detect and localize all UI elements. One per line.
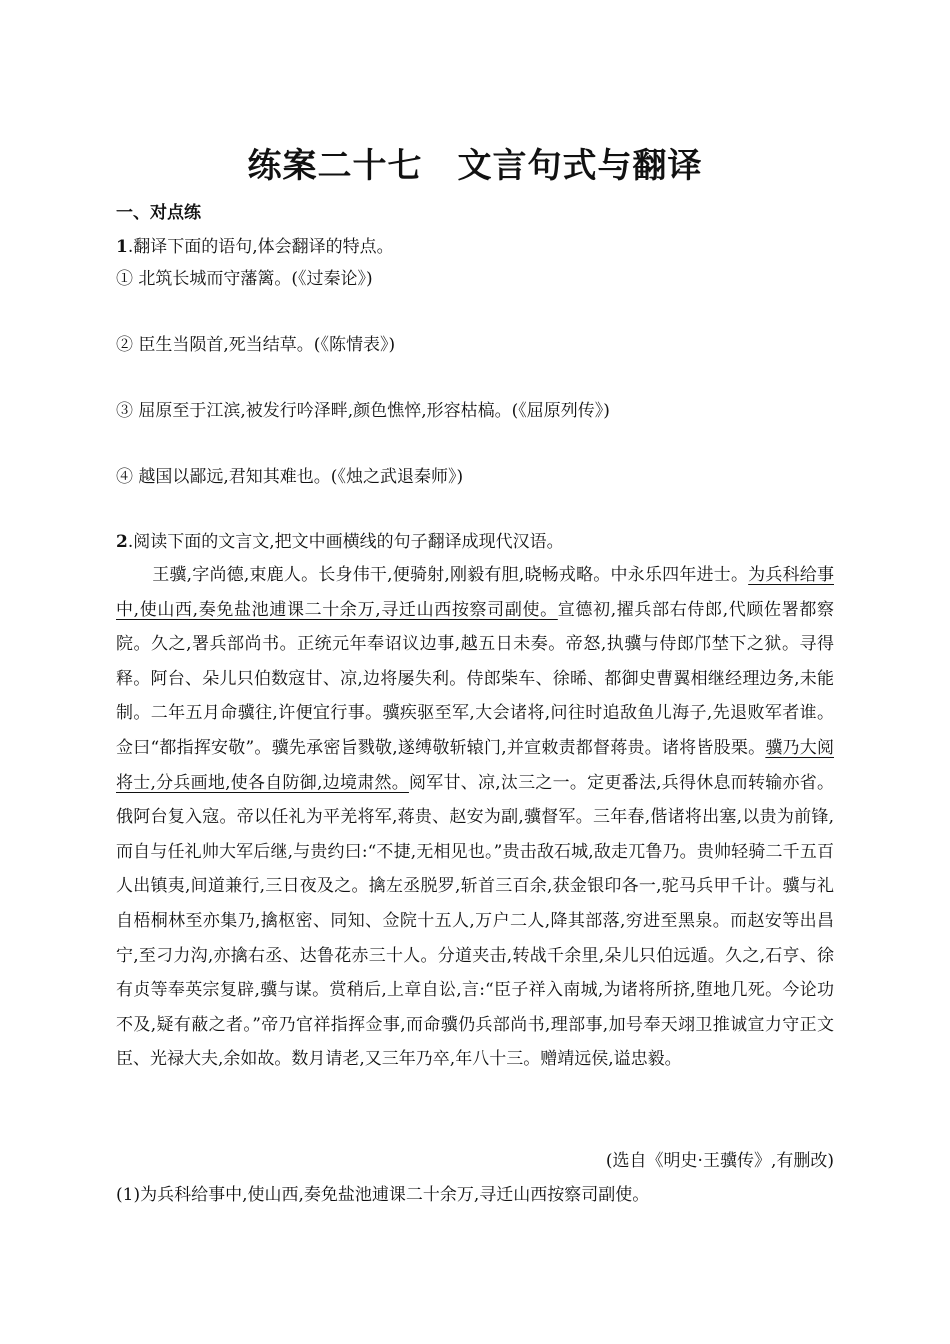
passage-text: 宣德初,擢兵部右侍郎,代顾佐署都察院。久之,署兵部尚书。正统元年奉诏议边事,越五日未奏。帝怒,执骥与侍郎邝埜下之狱。寻得释。阿台、朵儿只伯数寇甘、凉,边将屡失利。侍郎柴车、徐晞、都御史曹翼相继经理边务,未能制。二年五月命骥往,许便宜行事。骥疾驱至军,大会诸将,问往时追敌鱼儿海子,先退败军者谁。佥曰“都指挥安敬”。骥先承密旨戮敬,遂缚敬斩辕门,并宣敕责都督蒋贵。诸将皆股栗。 <box>116 599 834 758</box>
underlined-sentence-2: 骥乃大阅将士,分兵画地,使各自防御,边境肃然。 <box>116 737 834 793</box>
underlined-sentence-1: 为兵科给事中,使山西,奏免盐池逋课二十余万,寻迁山西按察司副使。 <box>116 565 834 620</box>
question-1-item-3: ③ 屈原至于江滨,被发行吟泽畔,颜色憔悴,形容枯槁。(《屈原列传》) <box>116 401 610 421</box>
passage-source: (选自《明史·王骥传》,有删改) <box>605 1151 834 1171</box>
page-title: 练案二十七 文言句式与翻译 <box>247 146 703 186</box>
question-1-item-4: ④ 越国以鄙远,君知其难也。(《烛之武退秦师》) <box>116 467 464 487</box>
question-number: 2 <box>116 532 128 552</box>
question-1-item-2: ② 臣生当陨首,死当结草。(《陈情表》) <box>116 335 396 355</box>
passage-text: 阅军甘、凉,汰三之一。定更番法,兵得休息而转输亦省。俄阿台复入寇。帝以任礼为平羌将军,蒋贵、赵安为副,骥督军。三年春,偕诸将出塞,以贵为前锋,而自与任礼帅大军后继,与贵约曰:“不捷,无相见也。”贵击敌石城,敌走兀鲁乃。贵帅轻骑二千五百人出镇夷,间道兼行,三日夜及之。擒左丞脱罗,斩首三百余,获金银印各一,驼马兵甲千计。骥与礼自梧桐林至亦集乃,擒枢密、同知、佥院十五人,万户二人,降其部落,穷进至黑泉。而赵安等出昌宁,至刁力沟,亦擒右丞、达鲁花赤三十人。分道夹击,转战千余里,朵儿只伯远遁。久之,石亨、徐有贞等奉英宗复辟,骥与谋。赏稍后,上章自讼,言:“臣子祥入南城,为诸将所挤,堕地几死。今论功不及,疑有蔽之者。”帝乃官祥指挥佥事,而命骥仍兵部尚书,理部事,加号奉天翊卫推诚宣力守正文臣、光禄大夫,余如故。数月请老,又三年乃卒,年八十三。赠靖远侯,谥忠毅。 <box>116 772 834 1070</box>
question-1-prompt: 1.翻译下面的语句,体会翻译的特点。 <box>116 237 394 257</box>
passage-text: 王骥,字尚德,束鹿人。长身伟干,便骑射,刚毅有胆,晓畅戎略。中永乐四年进士。 <box>152 565 749 585</box>
classical-passage <box>116 558 834 1077</box>
question-1-item-1: ① 北筑长城而守藩篱。(《过秦论》) <box>116 269 373 289</box>
question-2-prompt: 2.阅读下面的文言文,把文中画横线的句子翻译成现代汉语。 <box>116 532 564 552</box>
section-heading: 一、对点练 <box>116 203 201 223</box>
question-number: 1 <box>116 237 128 257</box>
sub-question-1: (1)为兵科给事中,使山西,奏免盐池逋课二十余万,寻迁山西按察司副使。 <box>116 1185 650 1205</box>
